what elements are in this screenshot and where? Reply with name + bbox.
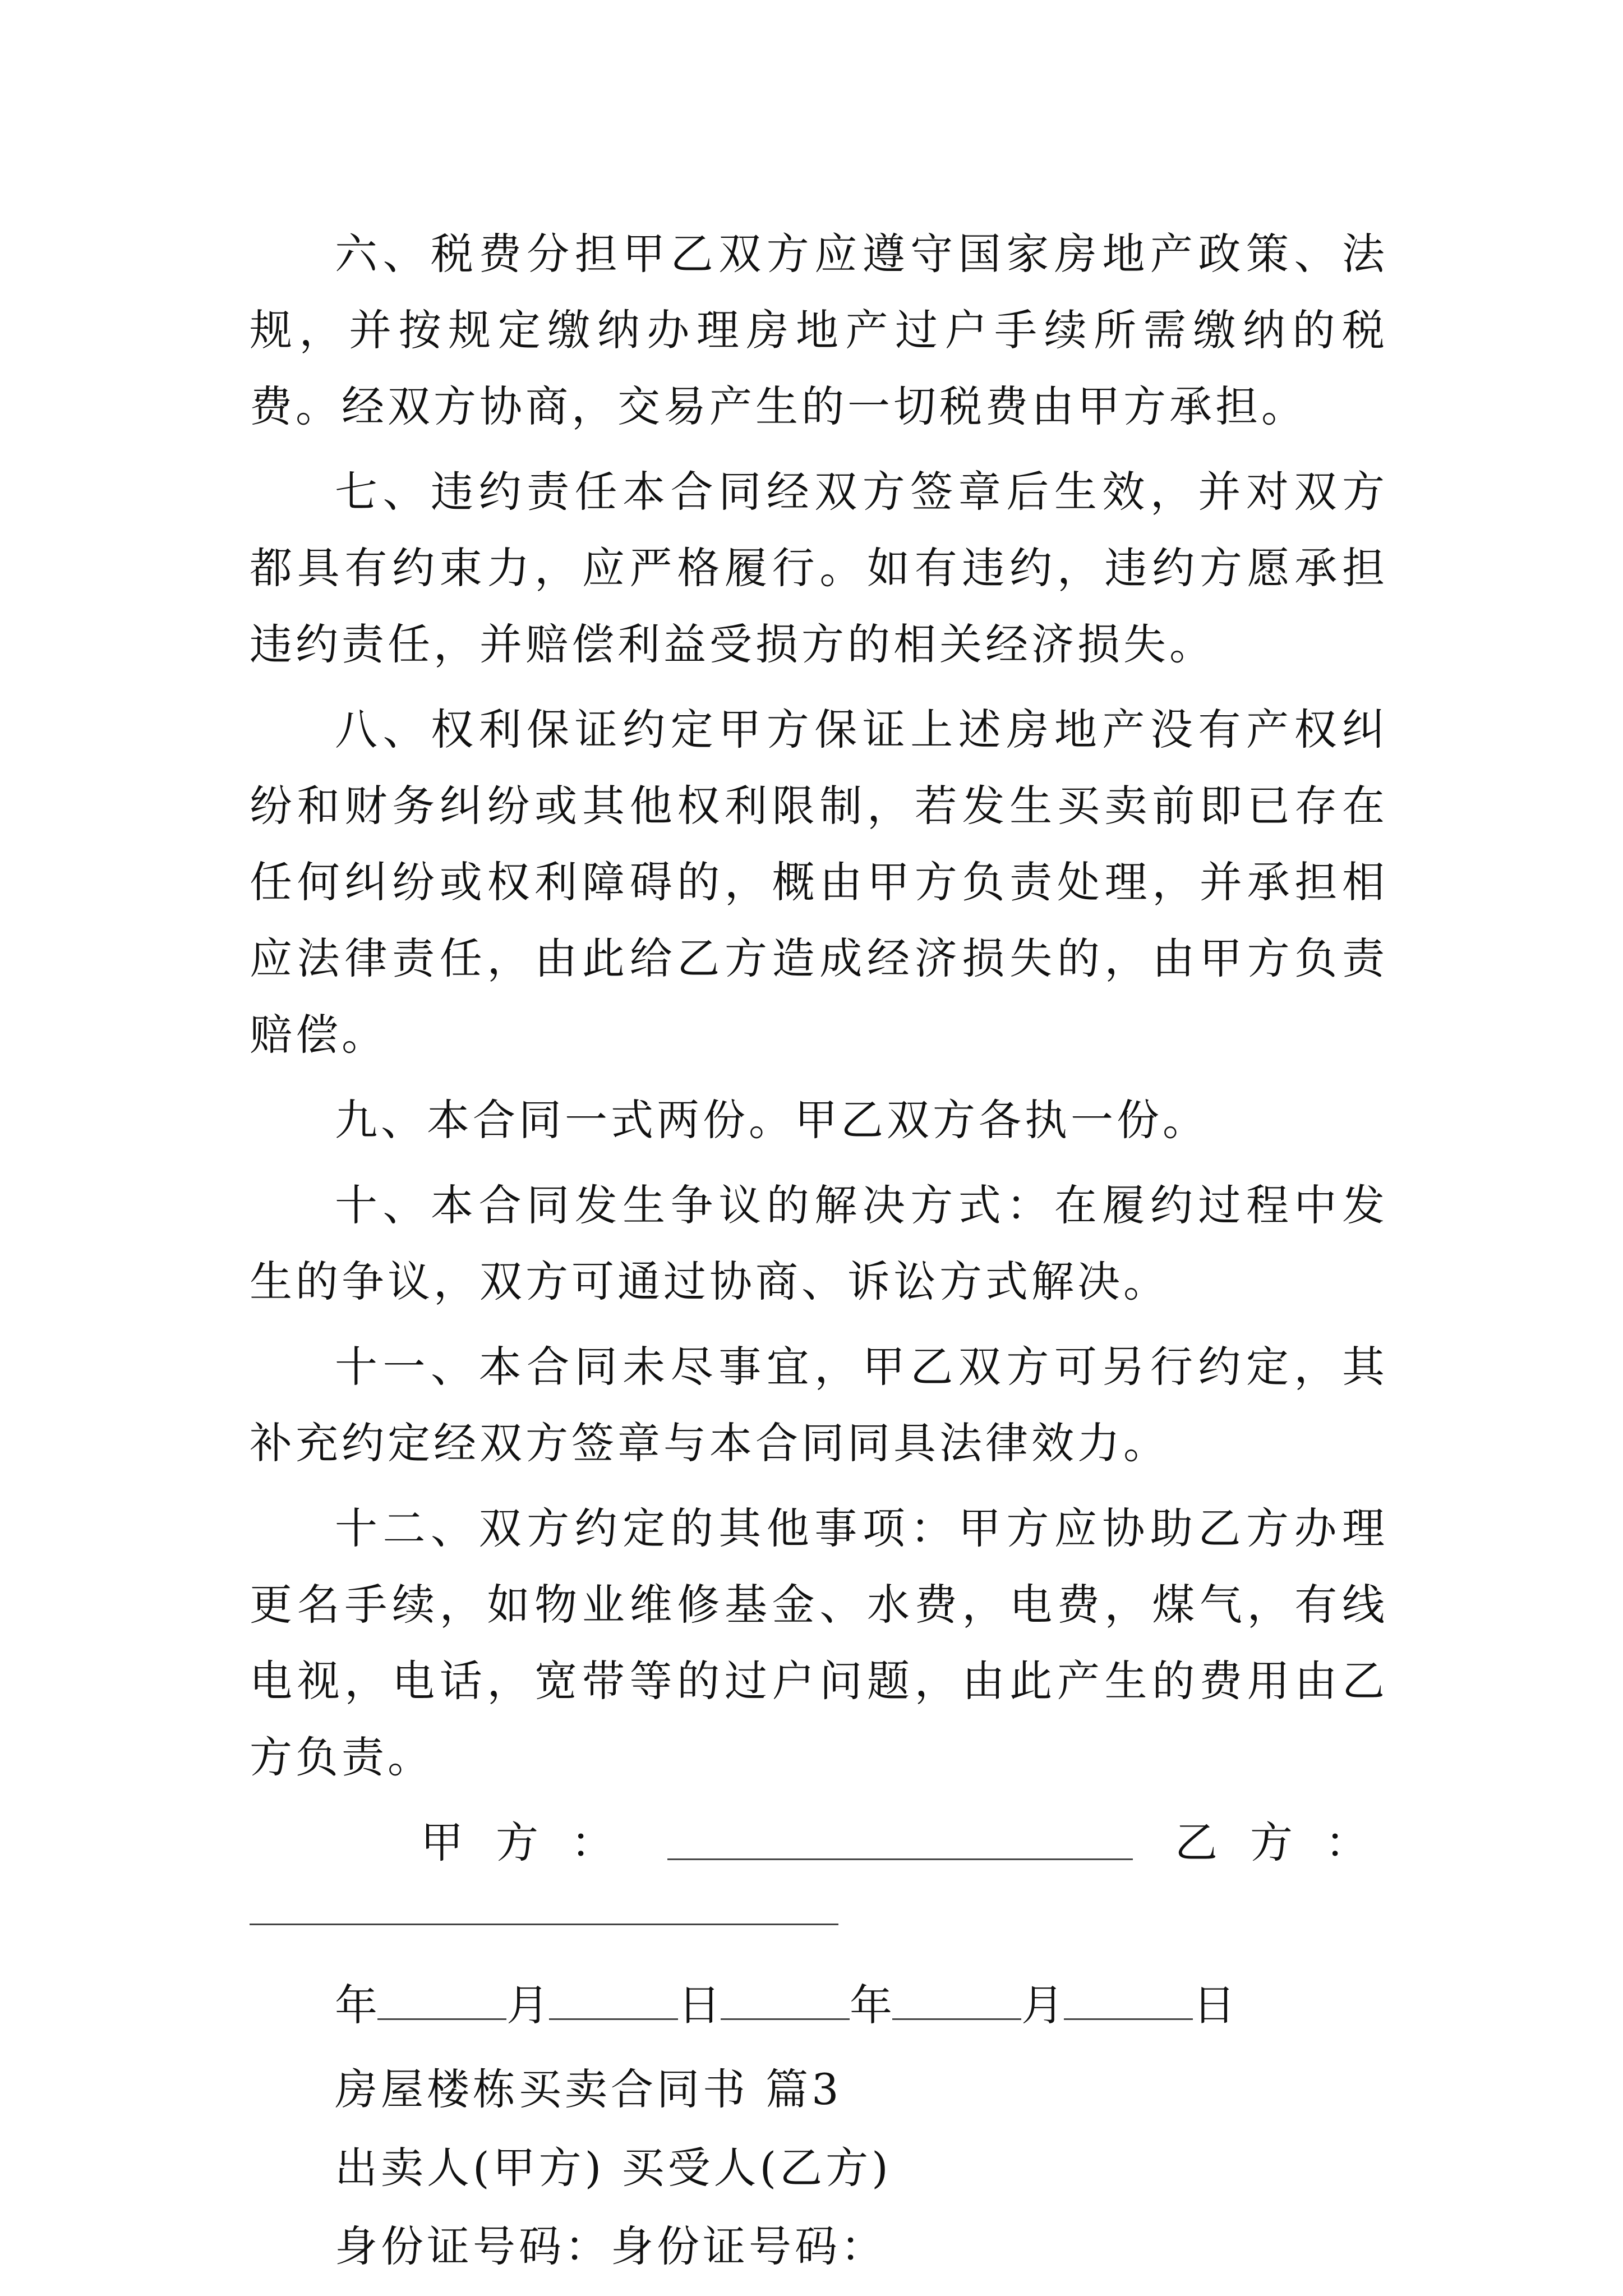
date-year-label: 年 <box>335 1980 377 2030</box>
date-year-label-2: 年 <box>850 1980 892 2030</box>
clause-6: 六、税费分担甲乙双方应遵守国家房地产政策、法规，并按规定缴纳办理房地产过户手续所需缴纳的税费。经双方协商，交易产生的一切税费由甲方承担。 <box>250 229 1388 431</box>
date-day-blank-2 <box>1064 1985 1193 2020</box>
clause-9: 九、本合同一式两份。甲乙双方各执一份。 <box>335 1095 1209 1145</box>
date-month-blank-2 <box>892 1985 1021 2020</box>
date-day-label: 日 <box>678 1980 721 2030</box>
clause-11: 十一、本合同未尽事宜，甲乙双方可另行约定，其补充约定经双方签章与本合同同具法律效力。 <box>250 1342 1388 1468</box>
party-a-label: 甲方： <box>421 1818 646 1867</box>
party-a-signature-line <box>667 1858 1133 1860</box>
date-day-blank <box>549 1985 678 2020</box>
parties-line: 出卖人(甲方) 买受人(乙方) <box>335 2143 892 2193</box>
clause-12: 十二、双方约定的其他事项：甲方应协助乙方办理更名手续，如物业维修基金、水费，电费，煤气，有线电视，电话，宽带等的过户问题，由此产生的费用由乙方负责。 <box>250 1503 1388 1782</box>
date-year-blank-2 <box>721 1985 850 2020</box>
date-row <box>250 1967 1388 2051</box>
date-day-label-2: 日 <box>1193 1980 1235 2030</box>
party-b-signature-row <box>250 1883 1388 1967</box>
date-month-blank <box>377 1985 506 2020</box>
clause-8: 八、权利保证约定甲方保证上述房地产没有产权纠纷和财务纠纷或其他权利限制，若发生买卖前即已存在任何纠纷或权利障碍的，概由甲方负责处理，并承担相应法律责任，由此给乙方造成经济损失的，由甲方负责赔偿。 <box>250 705 1388 1060</box>
date-month-label: 月 <box>506 1980 549 2030</box>
document-body <box>250 216 1400 2287</box>
section-title: 房屋楼栋买卖合同书 篇3 <box>335 2064 842 2114</box>
clause-10: 十、本合同发生争议的解决方式：在履约过程中发生的争议，双方可通过协商、诉讼方式解决。 <box>250 1180 1388 1306</box>
id-number-line: 身份证号码：身份证号码： <box>335 2221 887 2271</box>
signature-row <box>250 1805 1400 1883</box>
party-b-label: 乙方： <box>1175 1818 1400 1867</box>
party-b-signature-line <box>250 1924 838 1925</box>
clause-7: 七、违约责任本合同经双方签章后生效，并对双方都具有约束力，应严格履行。如有违约，违约方愿承担违约责任，并赔偿利益受损方的相关经济损失。 <box>250 467 1388 669</box>
date-month-label-2: 月 <box>1021 1980 1064 2030</box>
